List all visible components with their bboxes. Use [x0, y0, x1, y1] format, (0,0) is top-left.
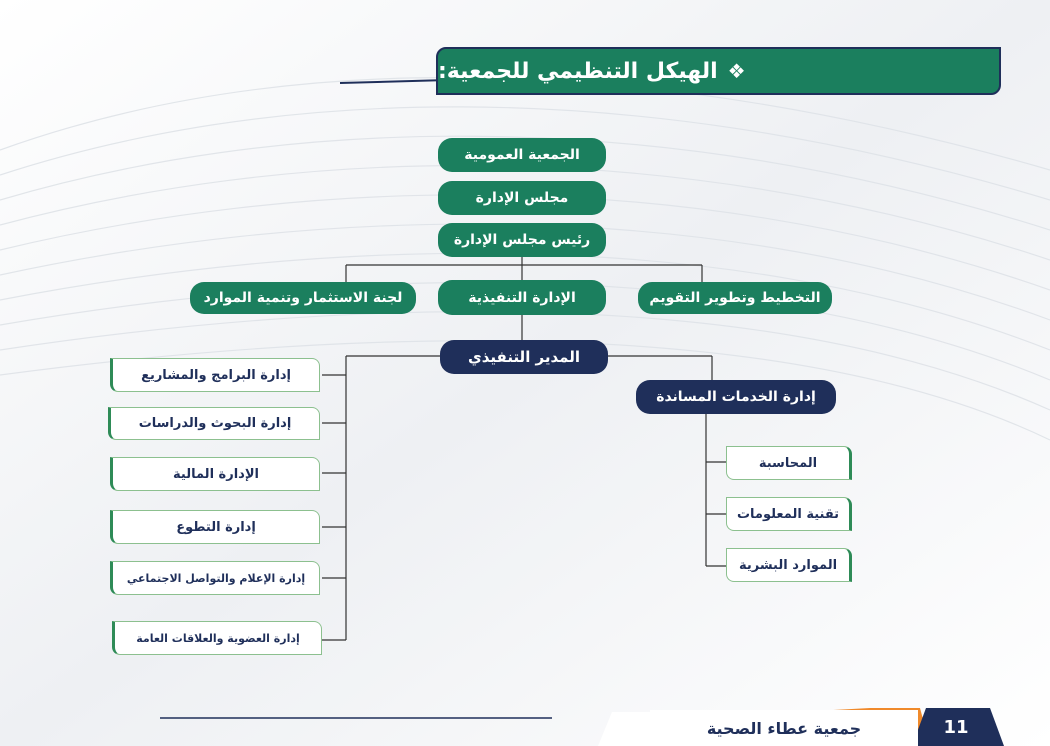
section-title: الهيكل التنظيمي للجمعية: — [438, 58, 718, 84]
diamond-bullet-icon: ❖ — [727, 59, 746, 83]
page-number: 11 — [943, 716, 969, 738]
node-board: مجلس الإدارة — [438, 181, 606, 215]
node-executive-admin: الإدارة التنفيذية — [438, 280, 606, 315]
dept-box: إدارة الإعلام والتواصل الاجتماعي — [110, 561, 320, 595]
dept-box: إدارة العضوية والعلاقات العامة — [112, 621, 322, 655]
node-executive-director: المدير التنفيذي — [440, 340, 608, 374]
dept-box: الإدارة المالية — [110, 457, 320, 491]
support-unit-box: الموارد البشرية — [726, 548, 852, 582]
dept-box: إدارة البحوث والدراسات — [108, 407, 320, 440]
dept-box: إدارة البرامج والمشاريع — [110, 358, 320, 392]
support-unit-box: المحاسبة — [726, 446, 852, 480]
node-investment-committee: لجنة الاستثمار وتنمية الموارد — [190, 282, 416, 314]
footer-org-name: جمعية عطاء الصحية — [650, 710, 918, 746]
section-title-banner — [436, 47, 1001, 95]
node-planning: التخطيط وتطوير التقويم — [638, 282, 832, 314]
node-support-services: إدارة الخدمات المساندة — [636, 380, 836, 414]
node-board-chair: رئيس مجلس الإدارة — [438, 223, 606, 257]
node-general-assembly: الجمعية العمومية — [438, 138, 606, 172]
support-unit-box: تقنية المعلومات — [726, 497, 852, 531]
dept-box: إدارة التطوع — [110, 510, 320, 544]
